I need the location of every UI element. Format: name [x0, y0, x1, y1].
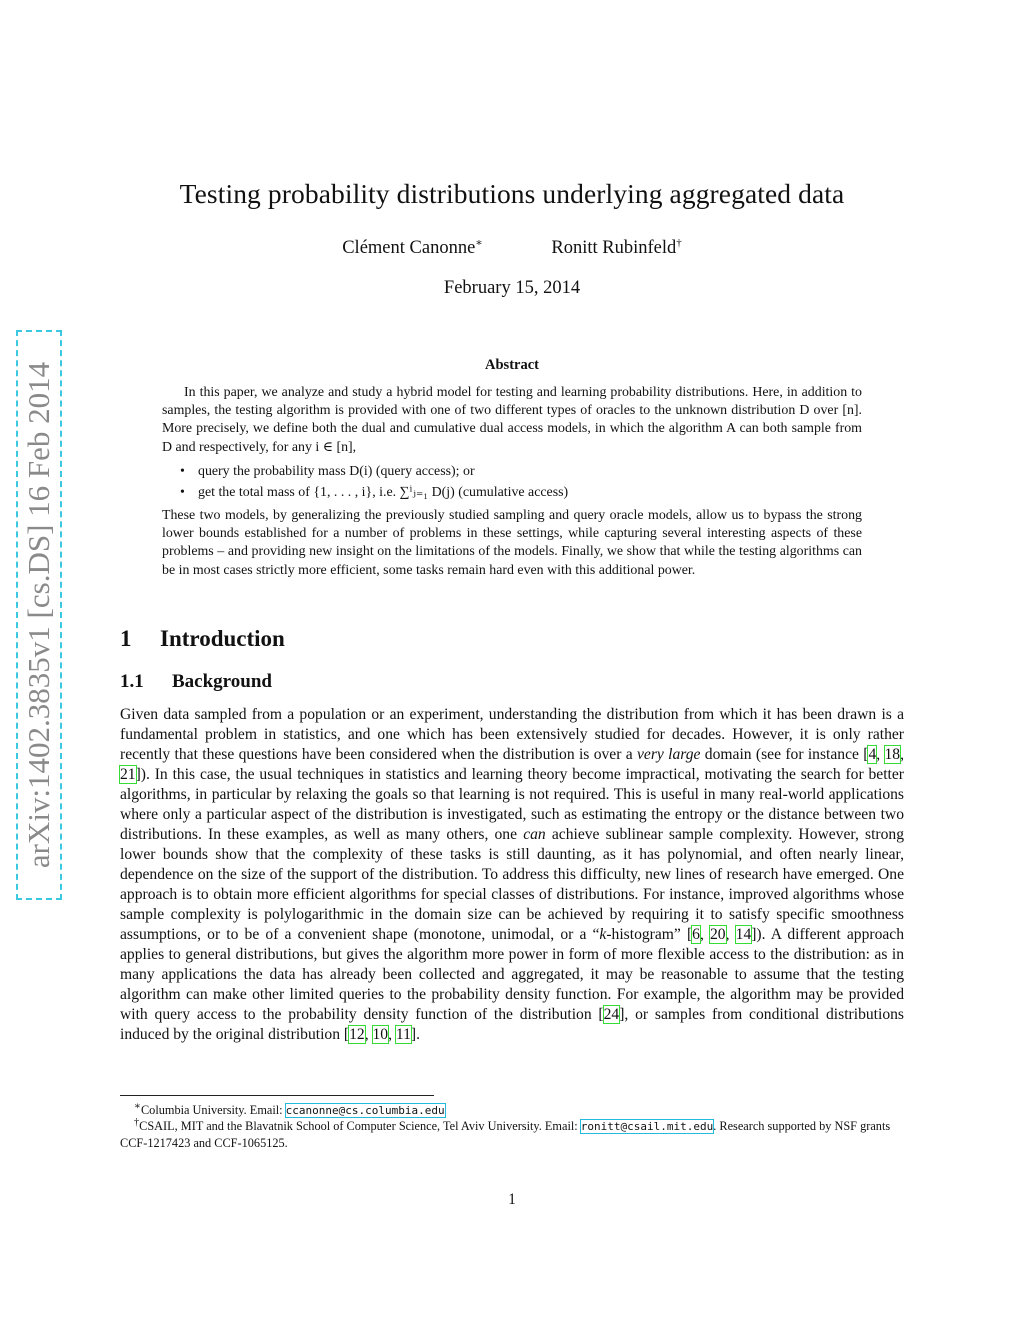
author-1: Clément Canonne∗ [342, 237, 483, 259]
citation-link[interactable]: 18 [884, 746, 901, 763]
citation-link[interactable]: 4 [868, 746, 877, 763]
citation-link[interactable]: 14 [735, 926, 752, 943]
citation-link[interactable]: 24 [603, 1006, 620, 1023]
page-number: 1 [508, 1191, 516, 1208]
citation-group-3 [604, 1006, 620, 1023]
publication-date: February 15, 2014 [443, 278, 581, 298]
footnote-2: †CSAIL, MIT and the Blavatnik School of Computer Science, Tel Aviv University. Email: ronitt@csail.mit.edu. Research supported by NSF grants CCF-1217423 and CCF-1065125. [120, 1117, 891, 1151]
list-item: • get the total mass of {1, . . . , i}, i.e. ∑ⁱⱼ₌₁ D(j) (cumulative access) [180, 482, 860, 503]
section-heading: 1 Introduction [120, 626, 285, 651]
abstract-heading: Abstract [485, 357, 539, 373]
body-paragraph: Given data sampled from a population or an experiment, understanding the distribution from which it has been drawn is a fundamental problem in statistics, and one which has been extensively studied for decades. However, it is only rather recently that these questions have been considered when the distribution is over a very large domain (see for instance [4, 18, 21]). In this case, the usual techniques in statistics and learning theory become impractical, motivating the search for better algorithms, in particular by relaxing the goals so that learning is not required. This is useful in many real-world applications where only a particular aspect of the distribution is investigated, such as estimating the entropy or the distance between two distributions. In these examples, as well as many others, one can achieve sublinear sample complexity. However, strong lower bounds show that the complexity of these tasks is still daunting, as it has polynomial, and often nearly linear, dependence on the size of the support of the distribution. To address this difficulty, new lines of research have emerged. One approach is to obtain more efficient algorithms for special classes of distributions. For instance, improved algorithms whose sample complexity is polylogarithmic in the domain size can be achieved by requiring it to satisfy specific smoothness assumptions, or to be of a convenient shape (monotone, unimodal, or a “k-histogram” [6, 20, 14]). A different approach applies to general distributions, but gives the algorithm more power in form of more flexible access to the distribution: as in many applications the data has already been collected and aggregated, it may be reasonable to assume that the testing algorithm can make other limited queries to the probability density function. For example, the algorithm may be provided with query access to the probability density function of the distribution [24], or samples from conditional distributions induced by the original distribution [12, 10, 11]. [120, 706, 905, 1043]
author-2: Ronitt Rubinfeld† [551, 237, 682, 259]
arxiv-stamp[interactable] [16, 330, 62, 900]
citation-group-4: 12, 10, 11 [349, 1026, 411, 1043]
list-item: • query the probability mass D(i) (query access); or [180, 461, 860, 482]
citation-group-2: 6, 20, 14 [692, 926, 752, 943]
abstract-paragraph-2: These two models, by generalizing the previously studied sampling and query oracle models, allow us to bypass the strong lower bounds established for a number of problems in these settings, while capturing several interesting aspects of these problems – and providing new insight on the limitations of the models. Finally, we show that while the testing algorithms can be in most cases strictly more efficient, some tasks remain hard even with this additional power. [162, 508, 862, 578]
author-list [0, 236, 1024, 259]
paper-title: Testing probability distributions underlying aggregated data [179, 178, 845, 209]
arxiv-identifier[interactable]: arXiv:1402.3835v1 [cs.DS] 16 Feb 2014 [21, 361, 56, 869]
footnote-marker: ∗ [475, 237, 483, 249]
footnote-marker: † [676, 237, 682, 249]
citation-link[interactable]: 12 [349, 1026, 365, 1043]
subsection-heading: 1.1 Background [120, 671, 272, 692]
abstract-paragraph-1: In this paper, we analyze and study a hybrid model for testing and learning probability distributions. Here, in addition to samples, the testing algorithm is provided with one of two different types of oracles to the unknown distribution D over [n]. More precisely, we define both the dual and cumulative dual access models, in which the algorithm A can both sample from D and respectively, for any i ∈ [n], [162, 385, 862, 455]
citation-link[interactable]: 6 [692, 926, 700, 943]
email-link[interactable]: ronitt@csail.mit.edu [580, 1120, 714, 1134]
citation-link[interactable]: 21 [120, 766, 136, 783]
abstract-bullet-list [180, 461, 860, 503]
email-link[interactable]: ccanonne@cs.columbia.edu [285, 1104, 445, 1118]
citation-link[interactable]: 10 [372, 1026, 389, 1043]
footnote-rule [120, 1095, 434, 1096]
footnote-1: ∗Columbia University. Email: ccanonne@cs.columbia.edu [134, 1101, 445, 1118]
citation-link[interactable]: 20 [710, 926, 726, 943]
citation-link[interactable]: 11 [395, 1026, 411, 1043]
citation-group-1: 4, 18, 21 [120, 746, 904, 783]
